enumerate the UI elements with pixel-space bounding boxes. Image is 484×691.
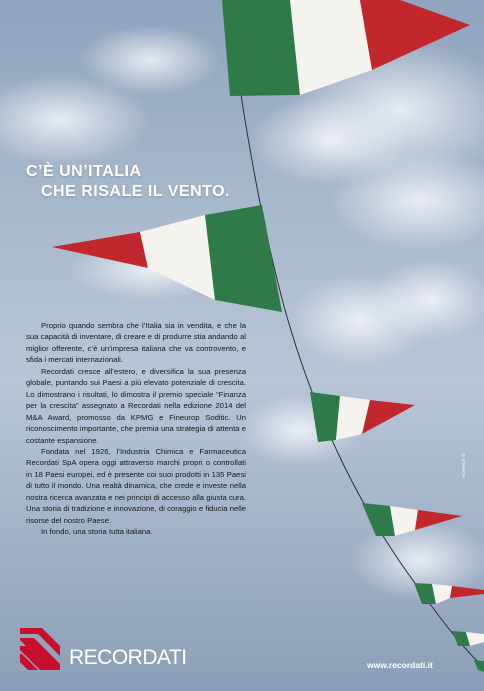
italian-pennant-flag [452,631,484,646]
body-paragraph: Proprio quando sembra che l’Italia sia in vendita, e che la sua capacità di inventare, di creare e di produrre stia andando al miglior offerente, c’è un’impresa italiana che va controvento, e sfida i mercati internazionali. [26,321,246,365]
headline [26,162,230,202]
italian-pennant-flag [310,392,415,442]
italian-pennant-flag [414,583,484,604]
recordati-logo-mark-icon [20,628,60,670]
body-paragraph: Recordati cresce all’estero, e diversifica la sua presenza globale, puntando sui Paesi a più elevato potenziale di crescita. Lo dimostrano i risultati, lo dimostra il premio speciale “Finanza per la crescita” assegnato a Recordati nella edizione 2014 del M&A Award, promosso da KPMG e Fineurop Soditic. Un riconoscimento importante, che premia una strategia di attenta e costante espansione. [26,366,246,445]
photo-credit: HOMAGE © [461,453,466,478]
body-paragraph: Fondata nel 1926, l’Industria Chimica e Farmaceutica Recordati SpA opera oggi attraverso marchi propri o controllati in 18 Paesi europei, ed è presente coi suoi prodotti in 135 Paesi di tutto il mondo. Una realtà dinamica, che crede e investe nella nostra ricerca avanzata e nei principi di accesso alla giusta cura. Una storia di tradizione e innovazione, di coraggio e fiducia nelle risorse del nostro Paese. [26,446,246,525]
body-paragraph: In fondo, una storia tutta italiana. [41,527,153,537]
italian-pennant-flag [474,660,484,672]
recordati-logo [20,628,200,670]
website-url[interactable]: www.recordati.it [367,660,433,670]
brand-name: RECORDATI [69,646,187,669]
headline-line-2: CHE RISALE IL VENTO. [41,183,230,200]
headline-line-1: C’È UN’ITALIA [26,163,142,180]
body-copy [26,320,246,538]
